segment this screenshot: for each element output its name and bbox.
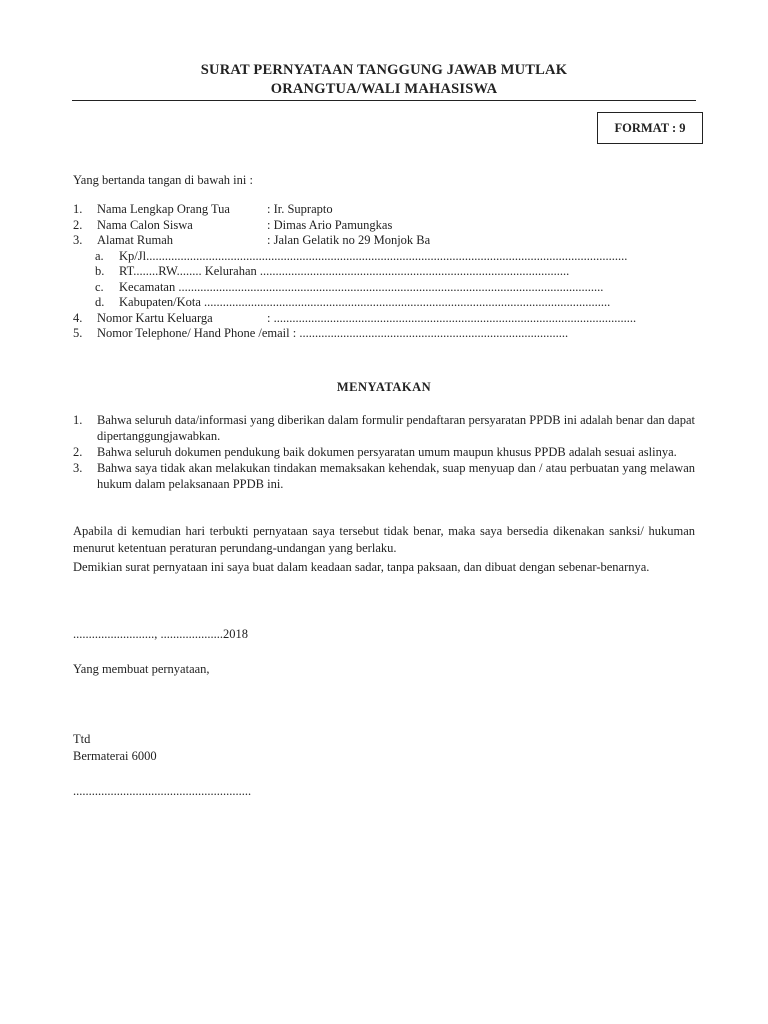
signature-ttd: Ttd [73,732,91,746]
field-address: 3. Alamat Rumah : Jalan Gelatik no 29 Monjok Ba [73,233,431,247]
place-date-line: .........................., ....................2018 [73,627,248,641]
title-line-2: ORANGTUA/WALI MAHASISWA [270,81,498,97]
address-sub-d: d. Kabupaten/Kota .................................................................................................................................. [95,295,611,309]
field-student-name: 2. Nama Calon Siswa : Dimas Ario Pamungkas [73,217,393,232]
title-line-1: SURAT PERNYATAAN TANGGUNG JAWAB MUTLAK [200,62,568,78]
field-parent-name: 1. Nama Lengkap Orang Tua : Ir. Suprapto [73,202,333,216]
format-badge: FORMAT : 9 [597,112,703,144]
address-sub-a: a. Kp/Jl.......................................................................................................................................................... [95,248,628,263]
title-underline [72,100,696,101]
stamp-note: Bermaterai 6000 [73,749,157,763]
closing-paragraph-2: Demikian surat pernyataan ini saya buat dalam keadaan sadar, tanpa paksaan, dan dibuat dengan sebenar-benarnya. [73,560,650,574]
statement-item: 2. Bahwa seluruh dokumen pendukung baik dokumen persyaratan umum maupun khusus PPDB adalah sesuai aslinya. [73,445,677,459]
signer-intro: Yang membuat pernyataan, [73,662,210,676]
field-family-card: 4. Nomor Kartu Keluarga : .................................................................................................................... [73,310,637,325]
address-sub-c: c. Kecamatan ........................................................................................................................................ [95,279,604,294]
statement-item: 1. Bahwa seluruh data/informasi yang diberikan dalam formulir pendaftaran persyaratan PPDB ini adalah benar dan dapat dipertanggungjawabkan. [73,413,695,443]
section-heading: MENYATAKAN [336,380,432,394]
closing-paragraph-1: Apabila di kemudian hari terbukti pernyataan saya tersebut tidak benar, maka saya bersedia dikenakan sanksi/ hukuman menurut ketentuan peraturan perundang-undangan yang berlaku. [73,524,695,555]
statement-item: 3. Bahwa saya tidak akan melakukan tindakan memaksakan kehendak, suap menyuap dan / atau perbuatan yang melawan hukum dalam pelaksanaan PPDB ini. [73,461,695,491]
intro-text: Yang bertanda tangan di bawah ini : [73,173,253,187]
page-title [72,61,696,99]
field-contact: 5. Nomor Telephone/ Hand Phone /email : ...................................................................................... [73,326,569,340]
statement-list [73,412,695,492]
signature-line: ......................................................... [73,784,252,798]
address-sub-b: b. RT........RW........ Kelurahan ................................................................................................... [95,264,570,278]
identity-fields [73,202,683,342]
